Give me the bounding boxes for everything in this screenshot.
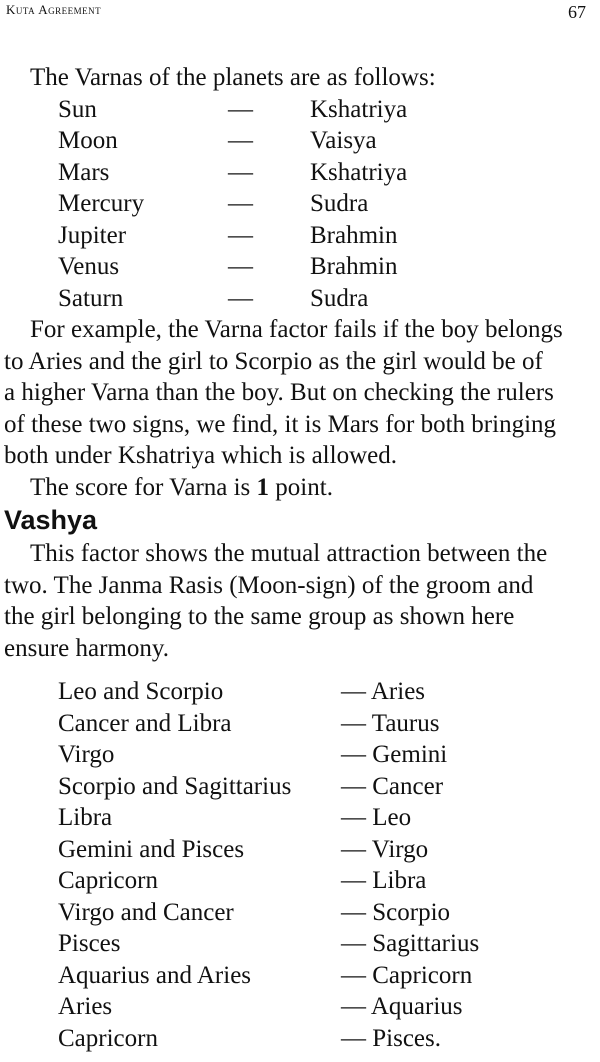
vashya-group: — Sagittarius [341, 930, 480, 957]
vashya-signs: Pisces [58, 930, 121, 957]
dash: — [228, 95, 253, 123]
vashya-group: — Aries [341, 678, 426, 705]
varna-value: Brahmin [310, 221, 398, 249]
dash: — [228, 253, 253, 280]
vashya-row [4, 708, 594, 740]
example-line: of these two signs, we find, it is Mars for both bringing [4, 410, 557, 438]
vashya-group: — Virgo [341, 835, 429, 863]
varna-row [4, 125, 594, 157]
example-line: to Aries and the girl to Scorpio as the girl would be of [4, 347, 543, 375]
vashya-signs: Aries [58, 993, 113, 1020]
vashya-group: — Capricorn [341, 961, 473, 989]
vashya-row [4, 991, 594, 1023]
vashya-signs: Capricorn [58, 1024, 158, 1052]
vashya-group: — Cancer [341, 772, 444, 800]
planet-name: Saturn [58, 284, 124, 312]
vashya-line: ensure harmony. [4, 634, 169, 662]
vashya-row [4, 1023, 594, 1055]
vashya-heading: Vashya [4, 505, 98, 535]
planet-name: Mars [58, 158, 110, 186]
page-body [4, 62, 594, 1054]
planet-name: Sun [58, 95, 97, 123]
page-number: 67 [568, 2, 586, 22]
vashya-signs: Scorpio and Sagittarius [58, 772, 292, 800]
score-value: 1 [256, 473, 270, 501]
varna-row [4, 220, 594, 252]
vashya-signs: Gemini and Pisces [58, 835, 245, 863]
varna-row [4, 157, 594, 189]
vashya-group: — Gemini [341, 741, 448, 768]
varna-row [4, 251, 594, 283]
vashya-signs: Capricorn [58, 867, 158, 894]
vashya-signs: Libra [58, 804, 113, 831]
example-line: For example, the Varna factor fails if the boy belongs [30, 316, 563, 343]
dash: — [228, 284, 253, 312]
vashya-row [4, 865, 594, 897]
vashya-signs: Virgo and Cancer [58, 898, 234, 926]
vashya-signs: Cancer and Libra [58, 709, 232, 737]
vashya-row [4, 802, 594, 834]
vashya-signs: Virgo [58, 741, 115, 768]
score-suffix: point. [269, 473, 333, 501]
varna-row [4, 188, 594, 220]
example-line: a higher Varna than the boy. But on checking the rulers [4, 379, 554, 406]
example-paragraph [4, 314, 594, 472]
vashya-row [4, 960, 594, 992]
vashya-group: — Libra [341, 867, 427, 894]
vashya-group: — Leo [341, 804, 412, 831]
vashya-row [4, 739, 594, 771]
vashya-table [4, 676, 594, 1054]
varna-value: Brahmin [310, 253, 398, 280]
vashya-paragraph [4, 538, 594, 664]
varna-value: Kshatriya [310, 158, 408, 186]
vashya-signs: Leo and Scorpio [58, 678, 224, 705]
varna-table [4, 94, 594, 315]
dash: — [228, 221, 253, 249]
varna-value: Kshatriya [310, 95, 408, 123]
planet-name: Mercury [58, 190, 145, 217]
dash: — [228, 190, 253, 217]
planet-name: Jupiter [58, 221, 127, 249]
varna-row [4, 94, 594, 126]
planet-name: Moon [58, 127, 118, 154]
vashya-group: — Taurus [341, 709, 440, 737]
planet-name: Venus [58, 253, 120, 280]
vashya-row [4, 928, 594, 960]
vashya-group: — Pisces. [341, 1024, 441, 1052]
vashya-row [4, 834, 594, 866]
vashya-signs: Aquarius and Aries [58, 961, 252, 989]
example-line: both under Kshatriya which is allowed. [4, 442, 397, 469]
vashya-row [4, 771, 594, 803]
vashya-line: the girl belonging to the same group as shown here [4, 603, 515, 630]
vashya-line: two. The Janma Rasis (Moon-sign) of the groom and [4, 571, 534, 599]
running-head: Kuta Agreement [6, 2, 102, 17]
varna-row [4, 283, 594, 315]
varna-intro: The Varnas of the planets are as follows: [30, 64, 436, 91]
vashya-row [4, 897, 594, 929]
vashya-group: — Scorpio [341, 898, 451, 926]
varna-value: Sudra [310, 190, 369, 217]
dash: — [228, 158, 253, 186]
page-header [6, 2, 586, 26]
dash: — [228, 127, 253, 154]
vashya-line: This factor shows the mutual attraction between the [30, 540, 548, 567]
vashya-group: — Aquarius [341, 993, 463, 1020]
score-prefix: The score for Varna is [30, 473, 257, 501]
vashya-row [4, 676, 594, 708]
varna-value: Sudra [310, 284, 369, 312]
varna-score [4, 472, 594, 504]
varna-value: Vaisya [310, 127, 377, 154]
